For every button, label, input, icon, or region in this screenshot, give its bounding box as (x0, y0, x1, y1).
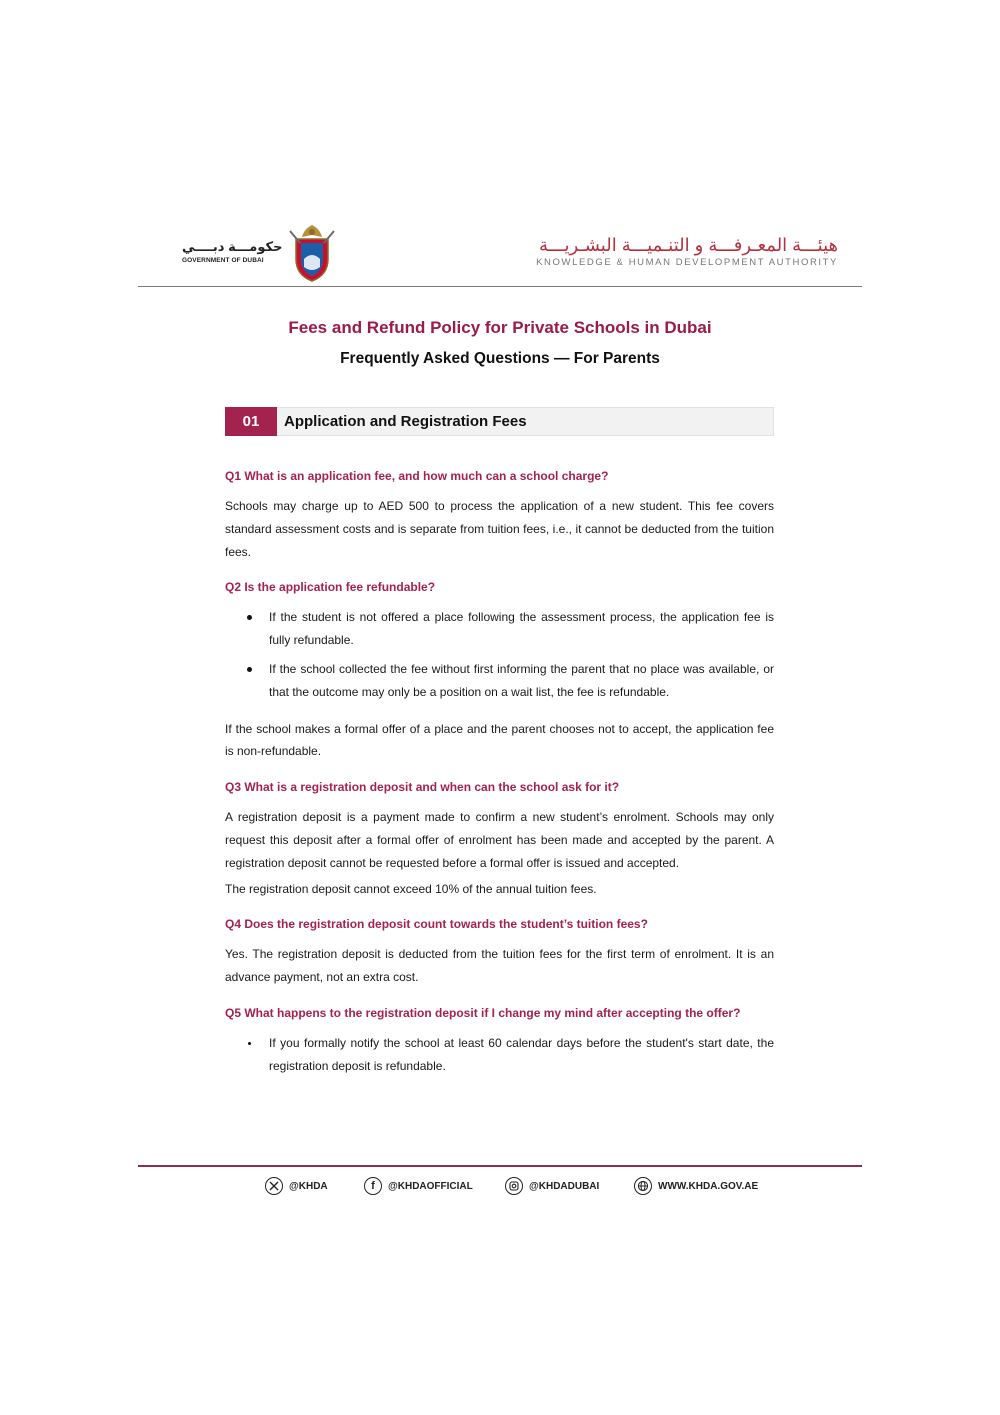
dubai-emblem-icon (282, 221, 342, 283)
list-item-text: If the student is not offered a place following the assessment process, the application fee is fully refundable. (269, 610, 774, 648)
globe-icon (634, 1177, 652, 1195)
faq-answer: Yes. The registration deposit is deducted from the tuition fees for the first term of enrolment. It is an advance payment, not an extra cost. (225, 947, 774, 985)
document-title: Fees and Refund Policy for Private Schools in Dubai (288, 318, 712, 337)
section-number: 01 (225, 407, 277, 436)
faq-note: If the school makes a formal offer of a place and the parent chooses not to accept, the application fee is non-refundable. (225, 721, 774, 759)
list-item (225, 606, 774, 652)
facebook-icon: f (364, 1177, 382, 1195)
faq-note: The registration deposit cannot exceed 10% of the annual tuition fees. (225, 881, 597, 896)
faq-content (225, 466, 774, 1092)
header-divider (138, 286, 862, 287)
bullet-icon (248, 1042, 251, 1045)
faq-bullet-list (225, 1032, 774, 1078)
footer-instagram-link[interactable] (505, 1175, 599, 1197)
footer-instagram-handle: @KHDADUBAI (529, 1180, 600, 1192)
page-header (138, 215, 862, 287)
footer-divider (138, 1165, 862, 1167)
x-icon (265, 1177, 283, 1195)
faq-question: Q1 What is an application fee, and how much can a school charge? (225, 469, 609, 483)
khda-english-name: KNOWLEDGE & HUMAN DEVELOPMENT AUTHORITY (536, 257, 838, 268)
list-item (225, 1032, 774, 1078)
faq-answer: Schools may charge up to AED 500 to process the application of a new student. This fee covers standard assessment costs and is separate from tuition fees, i.e., it cannot be deducted from the tuition fees. (225, 499, 774, 559)
section-header (225, 407, 774, 436)
khda-logo (536, 235, 838, 268)
gov-english-name: GOVERNMENT OF DUBAI (182, 257, 264, 264)
faq-question: Q2 Is the application fee refundable? (225, 580, 436, 595)
page-footer (0, 1175, 1000, 1197)
faq-question: Q3 What is a registration deposit and when can the school ask for it? (225, 780, 620, 795)
list-item-text: If you formally notify the school at least 60 calendar days before the student's start date, the registration deposit is refundable. (269, 1035, 774, 1073)
faq-bullet-list (225, 606, 774, 703)
footer-website-link[interactable] (634, 1175, 758, 1197)
government-of-dubai-logo (178, 221, 338, 281)
faq-answer: A registration deposit is a payment made to confirm a new student’s enrolment. Schools may only request this deposit after a formal offer of enrolment has been made and accepted by the parent. A registration deposit cannot be requested before a formal offer is issued and accepted. (225, 810, 774, 870)
document-subtitle: Frequently Asked Questions — For Parents (340, 350, 660, 367)
gov-arabic-name: حكومـــة دبــــي (182, 239, 283, 254)
section-title: Application and Registration Fees (284, 413, 527, 430)
bullet-icon (247, 667, 252, 672)
footer-website-url: WWW.KHDA.GOV.AE (658, 1180, 759, 1192)
list-item (225, 658, 774, 704)
footer-facebook-link[interactable] (364, 1175, 473, 1197)
footer-x-handle: @KHDA (289, 1180, 328, 1192)
faq-question: Q4 Does the registration deposit count towards the student’s tuition fees? (225, 917, 648, 932)
khda-arabic-name: هيئـــة المعـرفـــة و التنـميـــة البشـريـــة (539, 235, 838, 255)
list-item-text: If the school collected the fee without first informing the parent that no place was available, or that the outcome may only be a position on a wait list, the fee is refundable. (269, 661, 774, 699)
faq-question: Q5 What happens to the registration deposit if I change my mind after accepting the offer? (225, 1005, 741, 1020)
footer-x-link[interactable] (265, 1175, 328, 1197)
bullet-icon (247, 615, 252, 620)
instagram-icon (505, 1177, 523, 1195)
footer-facebook-handle: @KHDAOFFICIAL (388, 1180, 473, 1192)
